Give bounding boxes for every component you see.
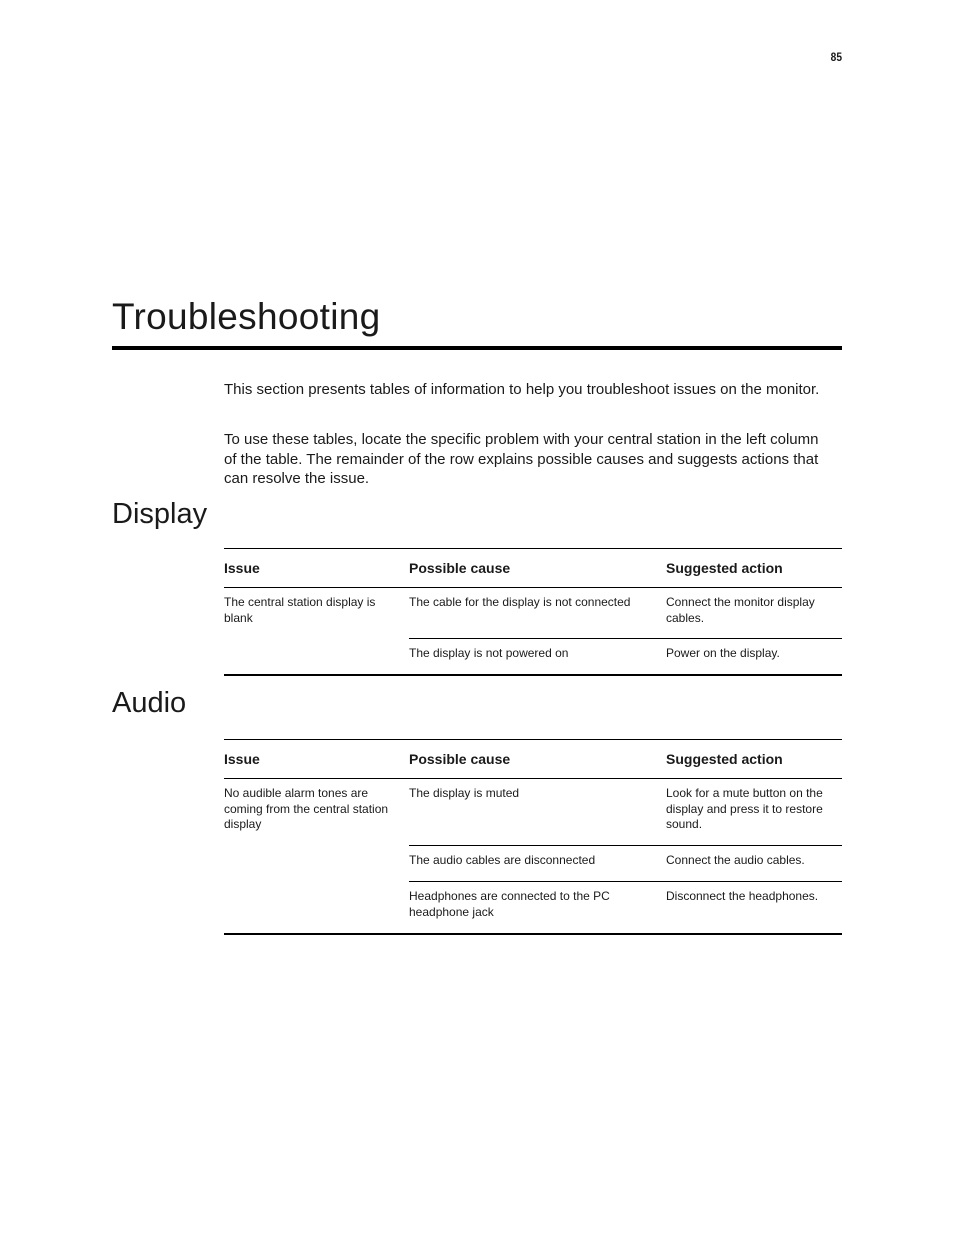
issue-cell: The central station display is blank	[224, 588, 409, 675]
header-suggested-action: Suggested action	[666, 549, 842, 588]
table-row	[224, 779, 842, 846]
action-cell: Disconnect the headphones.	[666, 882, 842, 934]
audio-troubleshooting-table	[224, 739, 842, 935]
header-issue: Issue	[224, 549, 409, 588]
cause-cell: The display is not powered on	[409, 639, 666, 675]
intro-paragraph-2: To use these tables, locate the specific problem with your central station in the left column of the table. The remainder of the row explains possible causes and suggests actions that can resolve the issue.	[224, 431, 819, 487]
action-cell: Look for a mute button on the display and press it to restore sound.	[666, 786, 823, 831]
header-issue: Issue	[224, 740, 409, 779]
section-title-display: Display	[112, 498, 208, 530]
issue-cell: No audible alarm tones are coming from the central station display	[224, 779, 409, 934]
chapter-rule	[112, 346, 842, 350]
intro-paragraph-1: This section presents tables of information to help you troubleshoot issues on the monitor.	[224, 381, 820, 398]
cause-cell: The cable for the display is not connected	[409, 595, 631, 609]
cause-cell: The display is muted	[409, 786, 520, 800]
table-header-row	[224, 740, 842, 779]
action-cell: Power on the display.	[666, 639, 842, 675]
page-number: 85	[830, 50, 842, 64]
table-row	[224, 588, 842, 639]
chapter-title: Troubleshooting	[112, 296, 381, 337]
display-troubleshooting-table	[224, 548, 842, 676]
action-cell: Connect the audio cables.	[666, 846, 842, 882]
header-possible-cause: Possible cause	[409, 549, 666, 588]
section-title-audio: Audio	[112, 687, 187, 719]
header-possible-cause: Possible cause	[409, 740, 666, 779]
action-cell: Connect the monitor display cables.	[666, 595, 815, 625]
table-header-row	[224, 549, 842, 588]
cause-cell: The audio cables are disconnected	[409, 846, 666, 882]
header-suggested-action: Suggested action	[666, 740, 842, 779]
cause-cell: Headphones are connected to the PC headphone jack	[409, 882, 666, 934]
